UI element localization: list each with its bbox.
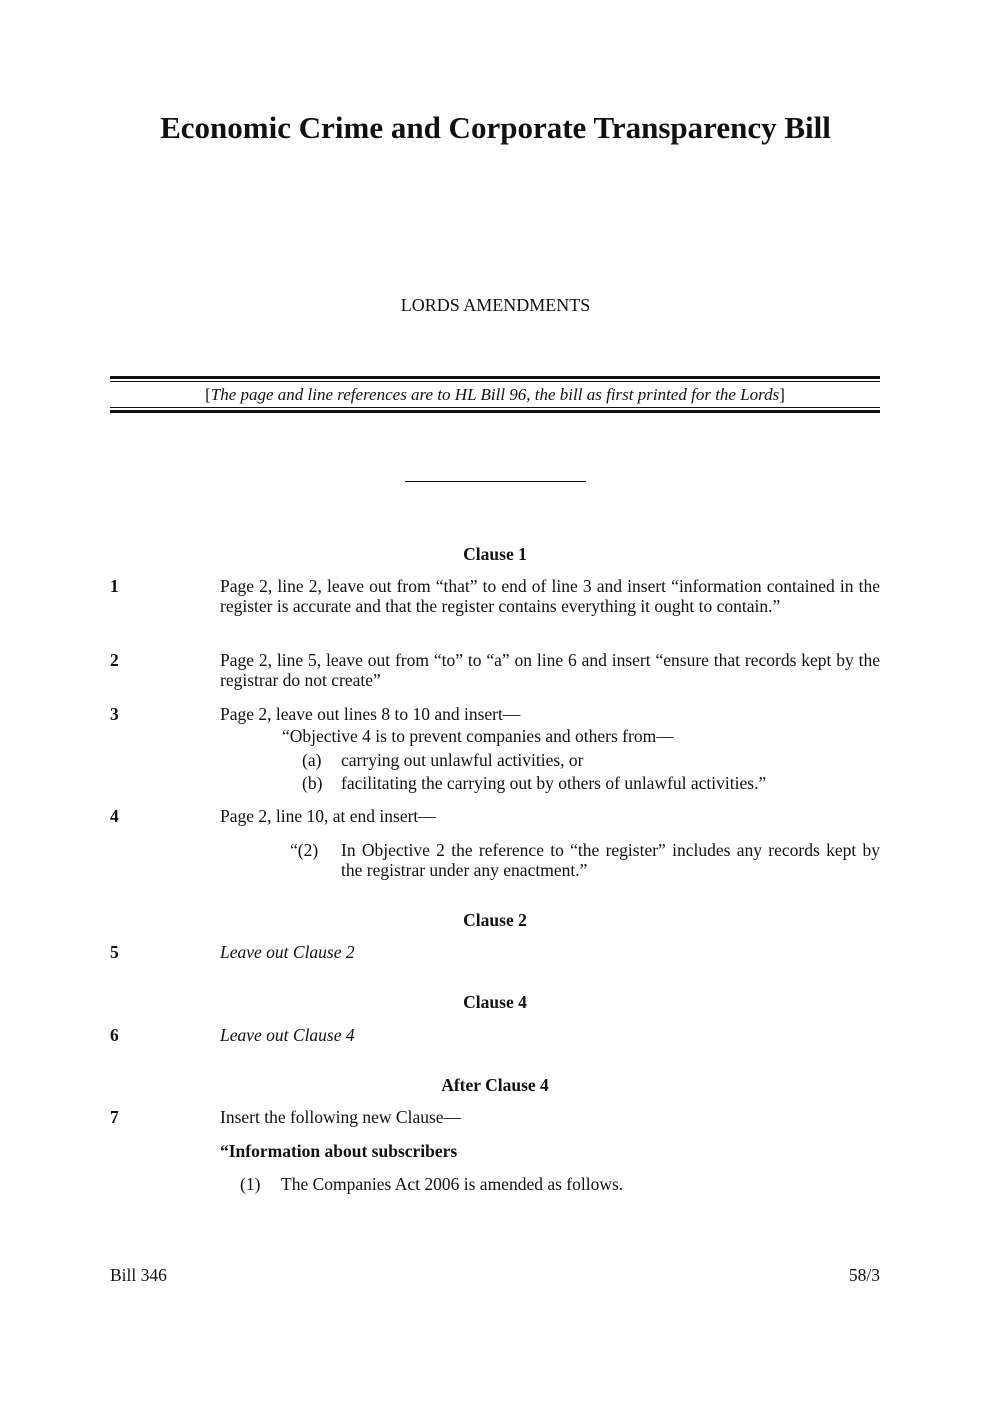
new-clause-title: “Information about subscribers	[220, 1141, 458, 1161]
section-heading: After Clause 4	[441, 1075, 549, 1095]
amendment-number: 1	[110, 576, 119, 596]
amendment-number: 6	[110, 1025, 119, 1045]
divider	[110, 410, 880, 413]
amendment-text: Page 2, line 2, leave out from “that” to end of line 3 and insert “information contained in the register is accurate and that the register contains everything it ought to contain.”	[220, 576, 880, 616]
section-heading: Clause 2	[463, 910, 527, 930]
amendment-text: Leave out Clause 4	[220, 1025, 355, 1045]
reference-note: [The page and line references are to HL Bill 96, the bill as first printed for the Lords]	[205, 385, 785, 404]
item-text: carrying out unlawful activities, or	[341, 750, 584, 770]
subsection-label: (1)	[240, 1174, 261, 1194]
page-reference: 58/3	[848, 1265, 880, 1285]
amendment-number: 4	[110, 806, 119, 826]
divider	[110, 407, 880, 408]
amendment-text: Insert the following new Clause—	[220, 1107, 462, 1127]
document-title: Economic Crime and Corporate Transparency Bill	[160, 110, 831, 145]
amendment-number: 5	[110, 942, 119, 962]
section-heading: Clause 1	[463, 544, 527, 564]
amendment-number: 3	[110, 704, 119, 724]
item-label: (a)	[302, 750, 322, 770]
amendment-text: Page 2, leave out lines 8 to 10 and insert—	[220, 704, 521, 724]
subsection-text: The Companies Act 2006 is amended as follows.	[281, 1174, 624, 1194]
item-text: facilitating the carrying out by others of unlawful activities.”	[341, 773, 767, 793]
item-label: (b)	[302, 773, 323, 793]
divider	[110, 376, 880, 379]
section-heading: Clause 4	[463, 992, 527, 1012]
bill-number: Bill 346	[110, 1265, 167, 1285]
section-divider	[405, 481, 586, 482]
amendment-text: Page 2, line 10, at end insert—	[220, 806, 436, 826]
amendment-text: Leave out Clause 2	[220, 942, 355, 962]
subsection-label: “(2)	[290, 840, 319, 860]
inserted-text: “Objective 4 is to prevent companies and others from—	[282, 726, 674, 746]
document-subtitle: LORDS AMENDMENTS	[400, 295, 591, 315]
amendment-number: 2	[110, 650, 119, 670]
subsection-text: In Objective 2 the reference to “the register” includes any records kept by the registrar under any enactment.”	[341, 840, 880, 880]
amendment-number: 7	[110, 1107, 119, 1127]
divider	[110, 381, 880, 382]
amendment-text: Page 2, line 5, leave out from “to” to “a” on line 6 and insert “ensure that records kept by the registrar do not create”	[220, 650, 880, 690]
